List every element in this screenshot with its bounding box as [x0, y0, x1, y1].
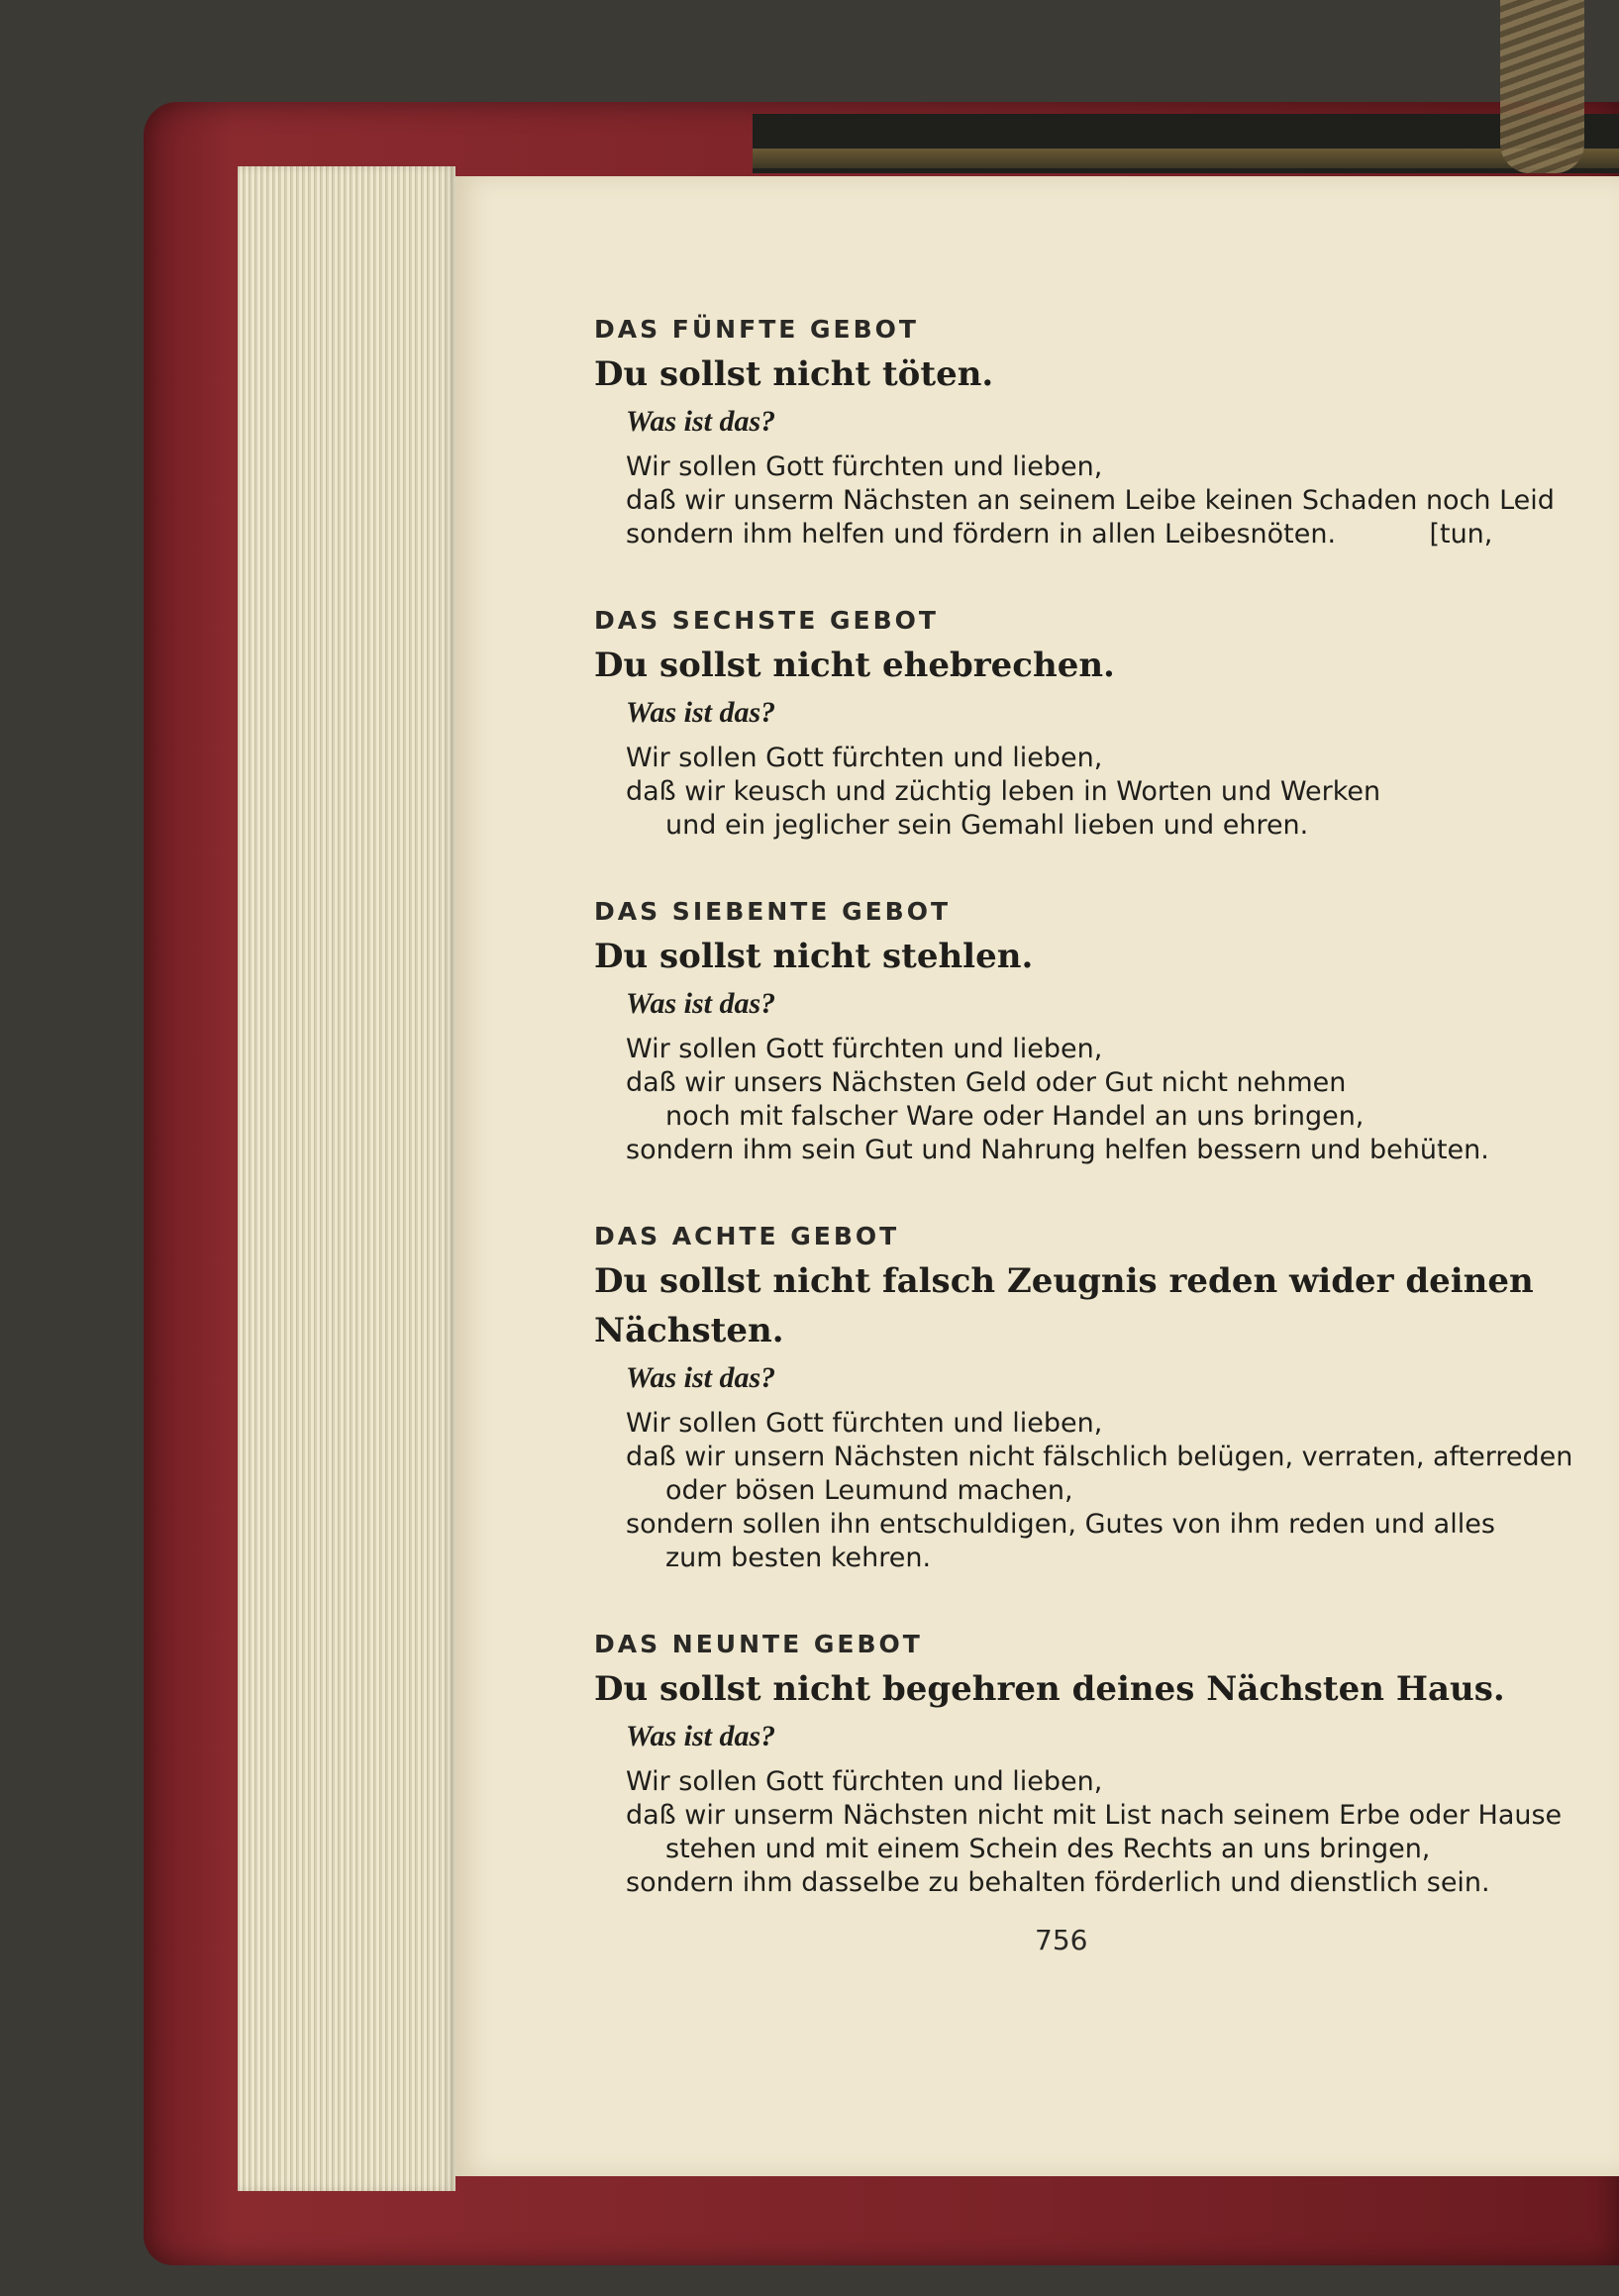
explanation-lines: [626, 1033, 1604, 1167]
explanation-line: sondern ihm sein Gut und Nahrung helfen bessern und behüten.: [626, 1135, 1489, 1165]
explanation-lines: [626, 1407, 1604, 1575]
explanation-line: und ein jeglicher sein Gemahl lieben und ehren.: [665, 810, 1309, 841]
bookmark-ribbon: [1500, 0, 1584, 173]
explanation-line: daß wir unserm Nächsten an seinem Leibe keinen Schaden noch Leid: [626, 485, 1555, 516]
section-heading: DAS ACHTE GEBOT: [594, 1222, 900, 1250]
explanation-line: daß wir unsern Nächsten nicht fälschlich belügen, verraten, afterreden: [626, 1442, 1573, 1472]
commandment-text: Du sollst nicht falsch Zeugnis reden wider deinen Nächsten.: [594, 1261, 1534, 1350]
explanation-line: sondern ihm dasselbe zu behalten förderlich und dienstlich sein.: [626, 1867, 1490, 1898]
commandment-text: Du sollst nicht begehren deines Nächsten Haus.: [594, 1669, 1505, 1709]
section-heading: DAS SECHSTE GEBOT: [594, 606, 939, 635]
catechism-question: Was ist das?: [626, 696, 776, 729]
explanation-line: Wir sollen Gott fürchten und lieben,: [626, 1408, 1103, 1439]
section-heading: DAS NEUNTE GEBOT: [594, 1630, 923, 1658]
page-edges: [238, 166, 455, 2191]
catechism-question: Was ist das?: [626, 1720, 776, 1752]
explanation-line: Wir sollen Gott fürchten und lieben,: [626, 451, 1103, 482]
catechism-question: Was ist das?: [626, 1361, 776, 1394]
explanation-line: noch mit falscher Ware oder Handel an uns bringen,: [665, 1101, 1365, 1132]
commandment-section: [594, 601, 1604, 843]
commandment-text: Du sollst nicht ehebrechen.: [594, 646, 1115, 685]
explanation-line: sondern ihm helfen und fördern in allen Leibesnöten. [tun,: [626, 519, 1493, 549]
explanation-line: Wir sollen Gott fürchten und lieben,: [626, 743, 1103, 773]
page-number: 756: [1035, 1924, 1088, 1956]
commandment-section: [594, 1625, 1604, 1900]
explanation-lines: [626, 450, 1604, 551]
book-page: [455, 176, 1619, 2176]
commandment-section: [594, 310, 1604, 551]
explanation-lines: [626, 1765, 1604, 1900]
commandment-text: Du sollst nicht töten.: [594, 354, 994, 394]
explanation-line: daß wir keusch und züchtig leben in Worten und Werken: [626, 776, 1381, 807]
commandment-text: Du sollst nicht stehlen.: [594, 937, 1034, 976]
explanation-line: stehen und mit einem Schein des Rechts an uns bringen,: [665, 1834, 1431, 1864]
section-heading: DAS FÜNFTE GEBOT: [594, 315, 919, 344]
cover-gilt-edge: [753, 149, 1619, 168]
catechism-question: Was ist das?: [626, 405, 776, 438]
explanation-line: Wir sollen Gott fürchten und lieben,: [626, 1034, 1103, 1064]
explanation-line: sondern sollen ihn entschuldigen, Gutes von ihm reden und alles: [626, 1509, 1495, 1540]
explanation-line: daß wir unsers Nächsten Geld oder Gut nicht nehmen: [626, 1067, 1347, 1098]
explanation-line: zum besten kehren.: [665, 1543, 932, 1573]
commandment-section: [594, 1217, 1604, 1575]
page-text: [594, 310, 1604, 1949]
explanation-line: Wir sollen Gott fürchten und lieben,: [626, 1766, 1103, 1797]
explanation-lines: [626, 742, 1604, 843]
explanation-line: oder bösen Leumund machen,: [665, 1475, 1073, 1506]
explanation-line: daß wir unserm Nächsten nicht mit List nach seinem Erbe oder Hause: [626, 1800, 1563, 1831]
commandment-section: [594, 892, 1604, 1167]
catechism-question: Was ist das?: [626, 987, 776, 1020]
section-heading: DAS SIEBENTE GEBOT: [594, 897, 952, 926]
